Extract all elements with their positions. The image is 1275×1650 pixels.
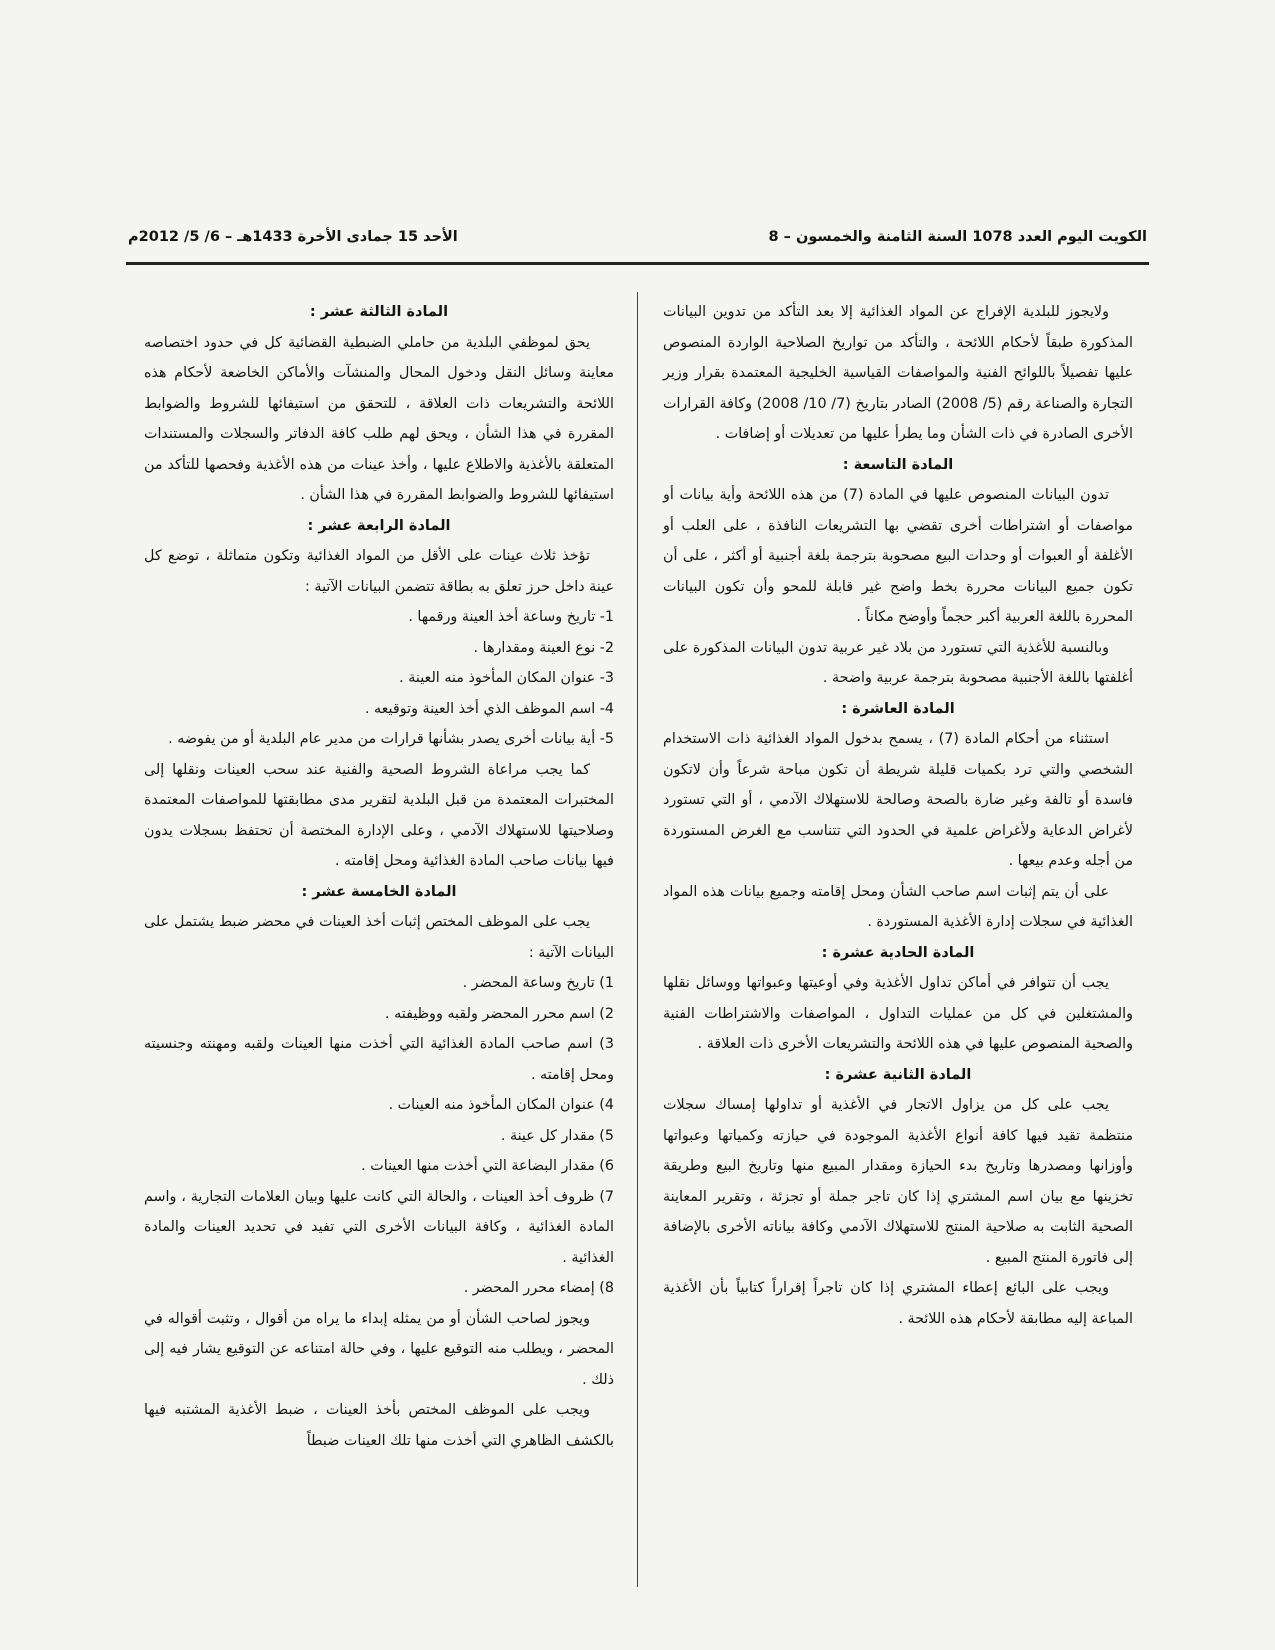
article-heading: المادة الثالثة عشر : (309, 304, 449, 320)
list-item: 6) مقدار البضاعة التي أخذت منها العينات . (361, 1158, 614, 1174)
paragraph: استثناء من أحكام المادة (7) ، يسمح بدخول المواد الغذائية ذات الاستخدام الشخصي والتي ترد بكميات قليلة شريطة أن تكون مباحة شرعاً وأن لاتكون فاسدة أو تالفة وغير ضارة بالصحة وصالحة للاستهلاك الآدمي ، أو التي تستورد لأغراض الدعاية ولأغراض علمية في الحدود التي تتناسب مع الغرض المستوردة من أجله وعدم بيعها . (663, 731, 1133, 869)
right-column (663, 297, 1133, 1334)
header-date: الأحد 15 جمادى الأخرة 1433هـ – 6/ 5/ 2012م (128, 229, 458, 245)
list-item: 4) عنوان المكان المأخوذ منه العينات . (388, 1097, 614, 1113)
list-item: 2- نوع العينة ومقدارها . (473, 639, 614, 656)
paragraph: يحق لموظفي البلدية من حاملي الضبطية القضائية كل في حدود اختصاصه معاينة وسائل النقل ودخول المحال والمنشآت والأماكن الخاضعة لأحكام هذه اللائحة والتشريعات ذات العلاقة ، للتحقق من استيفائها للشروط والضوابط المقررة في هذا الشأن ، ويحق لهم طلب كافة الدفاتر والسجلات والمستندات المتعلقة بالأغذية والاطلاع عليها ، وأخذ عينات من هذه الأغذية وفحصها للتأكد من استيفائها للشروط والضوابط المقررة في هذا الشأن . (144, 334, 614, 503)
paragraph: ولايجوز للبلدية الإفراج عن المواد الغذائية إلا بعد التأكد من تدوين البيانات المذكورة طبقاً لأحكام اللائحة ، والتأكد من تواريخ الصلاحية الواردة المنصوص عليها تفصيلاً باللوائح الفنية والمواصفات القياسية الخليجية المعتمدة بقرار وزير التجارة والصناعة رقم (5/ 2008) الصادر بتاريخ (7/ 10/ 2008) وكافة القرارات الأخرى الصادرة في ذات الشأن وما يطرأ عليها من تعديلات أو إضافات . (663, 304, 1133, 442)
paragraph: ويجوز لصاحب الشأن أو من يمثله إبداء ما يراه من أقوال ، وتثبت أقواله في المحضر ، ويطلب منه التوقيع عليها ، وفي حالة امتناعه عن التوقيع يشار فيه إلى ذلك . (144, 1310, 614, 1388)
paragraph: ويجب على البائع إعطاء المشتري إذا كان تاجراً إقراراً كتابياً بأن الأغذية المباعة إليه مطابقة لأحكام هذه اللائحة . (663, 1280, 1133, 1327)
paragraph: تدون البيانات المنصوص عليها في المادة (7) من هذه اللائحة وأية بيانات أو مواصفات أو اشتراطات أخرى تقضي بها التشريعات النافذة ، على العلب أو الأغلفة أو العبوات أو وحدات البيع مصحوبة بترجمة بلغة أجنبية أو أكثر ، على أن تكون جميع البيانات محررة بخط واضح غير قابلة للمحو وأن تكون البيانات المحررة باللغة العربية أكبر حجماً وأوضح مكاناً . (663, 487, 1133, 625)
list-item: 5) مقدار كل عينة . (500, 1127, 614, 1144)
list-item: 3- عنوان المكان المأخوذ منه العينة . (399, 670, 614, 686)
left-column (144, 297, 614, 1456)
list-item: 7) ظروف أخذ العينات ، والحالة التي كانت عليها وبيان العلامات التجارية ، واسم المادة الغذائية ، وكافة البيانات الأخرى التي تفيد في تحديد العينات والمادة الغذائية . (144, 1188, 614, 1266)
column-divider (637, 292, 638, 1587)
paragraph: ويجب على الموظف المختص بأخذ العينات ، ضبط الأغذية المشتبه فيها بالكشف الظاهري التي أخذت منها تلك العينات ضبطاً (144, 1402, 614, 1449)
list-item: 1) تاريخ وساعة المحضر . (462, 975, 614, 991)
article-heading: المادة الثانية عشرة : (824, 1066, 972, 1083)
paragraph: يجب على الموظف المختص إثبات أخذ العينات في محضر ضبط يشتمل على البيانات الآتية : (144, 914, 614, 961)
paragraph: كما يجب مراعاة الشروط الصحية والفنية عند سحب العينات ونقلها إلى المختبرات المعتمدة من قبل البلدية لتقرير مدى مطابقتها للمواصفات المعتمدة وصلاحيتها للاستهلاك الآدمي ، وعلى الإدارة المختصة أن تحتفظ بسجلات يدون فيها بيانات صاحب المادة الغذائية ومحل إقامته . (144, 761, 614, 869)
list-item: 5- أية بيانات أخرى يصدر بشأنها قرارات من مدير عام البلدية أو من يفوضه . (168, 731, 614, 747)
list-item: 4- اسم الموظف الذي أخذ العينة وتوقيعه . (364, 700, 614, 717)
article-heading: المادة الخامسة عشر : (301, 883, 457, 900)
paragraph: وبالنسبة للأغذية التي تستورد من بلاد غير عربية تدون البيانات المذكورة على أغلفتها باللغة الأجنبية مصحوبة بترجمة عربية واضحة . (663, 639, 1133, 686)
list-item: 1- تاريخ وساعة أخذ العينة ورقمها . (408, 609, 614, 625)
paragraph: تؤخذ ثلاث عينات على الأقل من المواد الغذائية وتكون متماثلة ، توضع كل عينة داخل حرز تعلق به بطاقة تتضمن البيانات الآتية : (144, 548, 614, 595)
paragraph: على أن يتم إثبات اسم صاحب الشأن ومحل إقامته وجميع بيانات هذه المواد الغذائية في سجلات إدارة الأغذية المستوردة . (663, 883, 1133, 930)
list-item: 2) اسم محرر المحضر ولقبه ووظيفته . (385, 1005, 614, 1022)
header-issue-info: الكويت اليوم العدد 1078 السنة الثامنة والخمسون – 8 (768, 229, 1147, 245)
article-heading: المادة التاسعة : (842, 456, 954, 473)
article-heading: المادة الرابعة عشر : (307, 517, 451, 534)
list-item: 3) اسم صاحب المادة الغذائية التي أخذت منها العينات ولقبه ومهنته وجنسيته ومحل إقامته . (144, 1036, 614, 1083)
paragraph: يجب على كل من يزاول الاتجار في الأغذية أو تداولها إمساك سجلات منتظمة تقيد فيها كافة أنواع الأغذية الموجودة في حيازته وكمياتها وعبواتها وأوزانها ومصدرها وتاريخ بدء الحيازة ومقدار المبيع منها وتاريخ البيع وطريقة تخزينها مع بيان اسم المشتري إذا كان تاجر جملة أو تجزئة ، وتقرير المعاينة الصحية الثابت به صلاحية المنتج للاستهلاك الآدمي وكافة بياناته الأخرى بالإضافة إلى فاتورة المنتج المبيع . (663, 1097, 1133, 1266)
header-rule (126, 262, 1149, 265)
list-item: 8) إمضاء محرر المحضر . (463, 1280, 614, 1296)
article-heading: المادة الحادية عشرة : (821, 944, 975, 961)
page-header (128, 222, 1147, 252)
article-heading: المادة العاشرة : (841, 700, 955, 717)
paragraph: يجب أن تتوافر في أماكن تداول الأغذية وفي أوعيتها وعبواتها ووسائل نقلها والمشتغلين في كل من عمليات التداول ، المواصفات والاشتراطات الفنية والصحية المنصوص عليها في هذه اللائحة والتشريعات الأخرى ذات العلاقة . (663, 975, 1133, 1052)
